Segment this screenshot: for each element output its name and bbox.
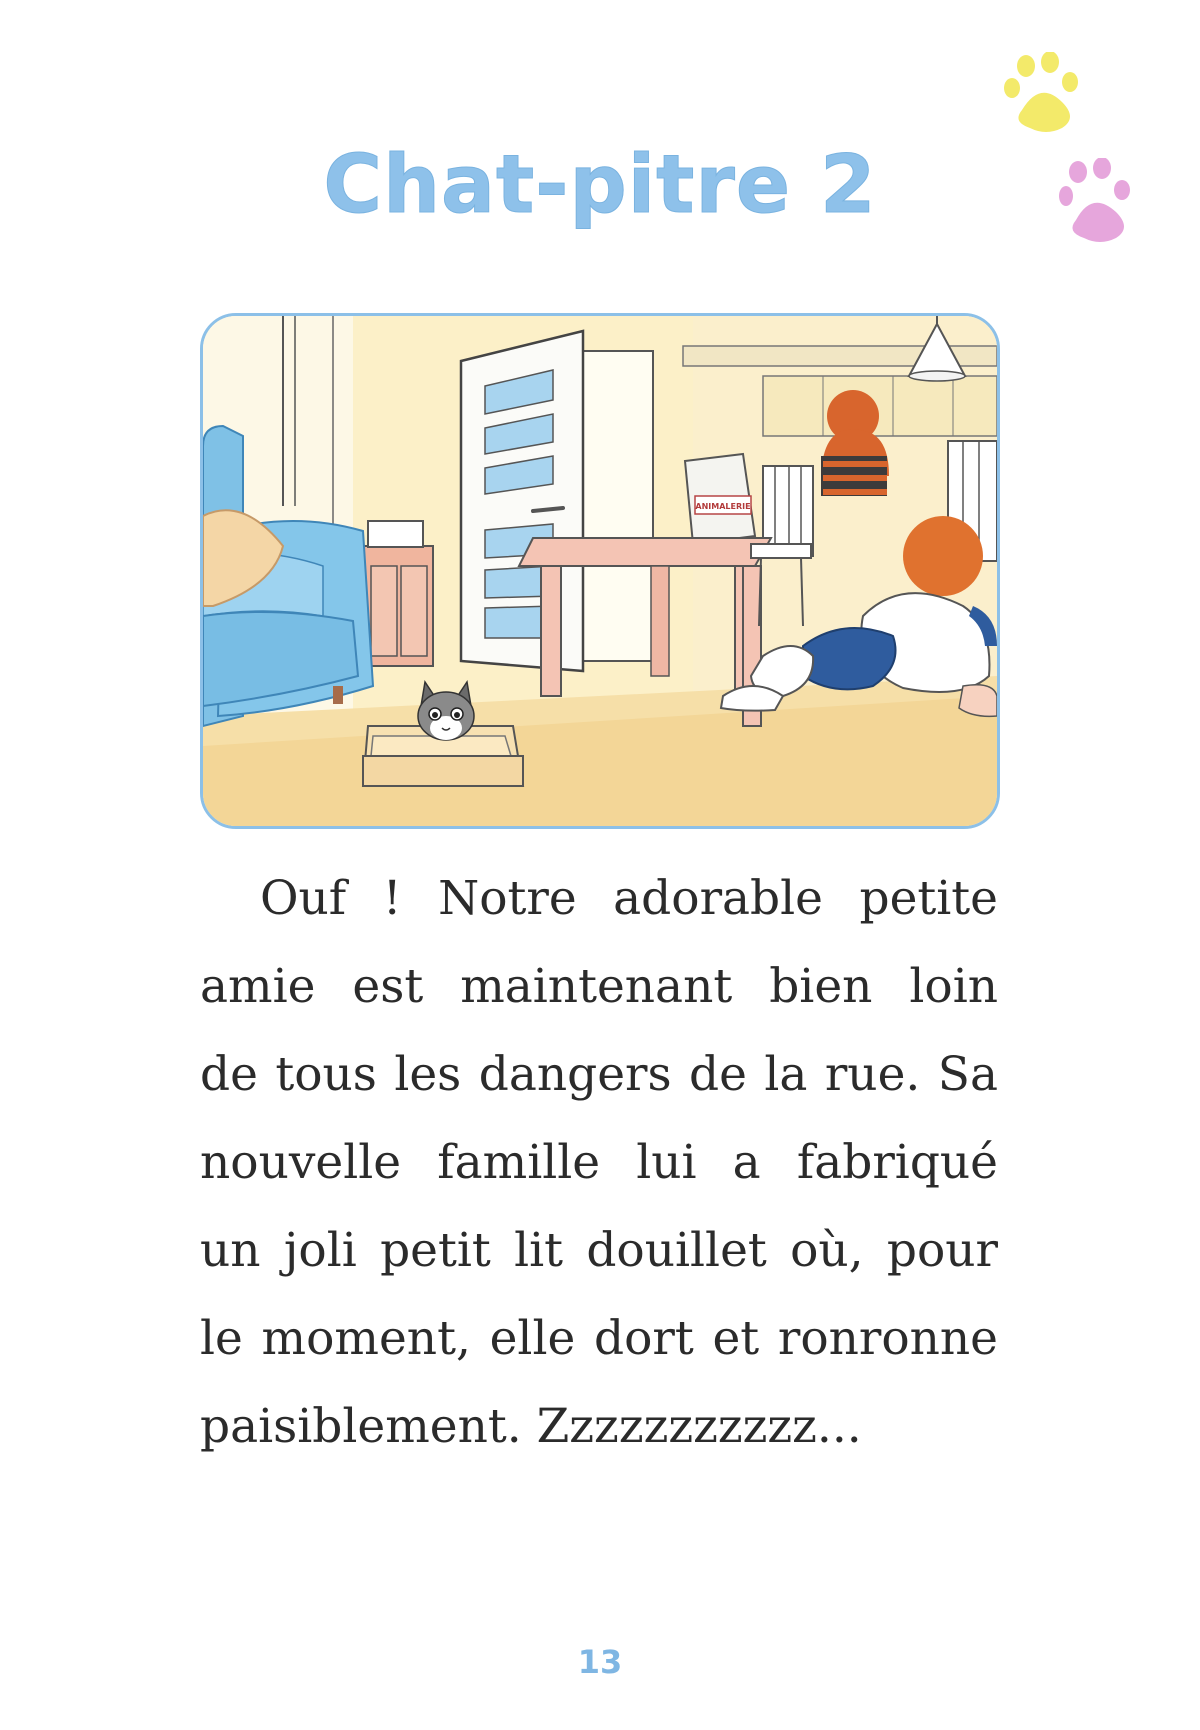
story-line: nouvelle famille lui a fabriqué <box>200 1135 998 1190</box>
bag-label: ANIMALERIE <box>695 502 751 511</box>
story-line: un joli petit lit douillet où, pour <box>200 1223 998 1278</box>
story-line: le moment, elle dort et ronronne <box>200 1311 998 1366</box>
story-line: paisiblement. Zzzzzzzzzzz... <box>200 1399 862 1454</box>
chapter-title: Chat-pitre 2 <box>323 138 877 231</box>
living-room-scene <box>203 316 997 826</box>
chapter-illustration <box>200 313 1000 829</box>
story-line: amie est maintenant bien loin <box>200 959 998 1014</box>
story-line: de tous les dangers de la rue. Sa <box>200 1047 998 1102</box>
story-line: Ouf ! Notre adorable petite <box>260 871 998 926</box>
yellow-paw-icon <box>1000 52 1086 138</box>
page-number: 13 <box>577 1643 623 1681</box>
story-paragraph <box>200 855 998 1471</box>
